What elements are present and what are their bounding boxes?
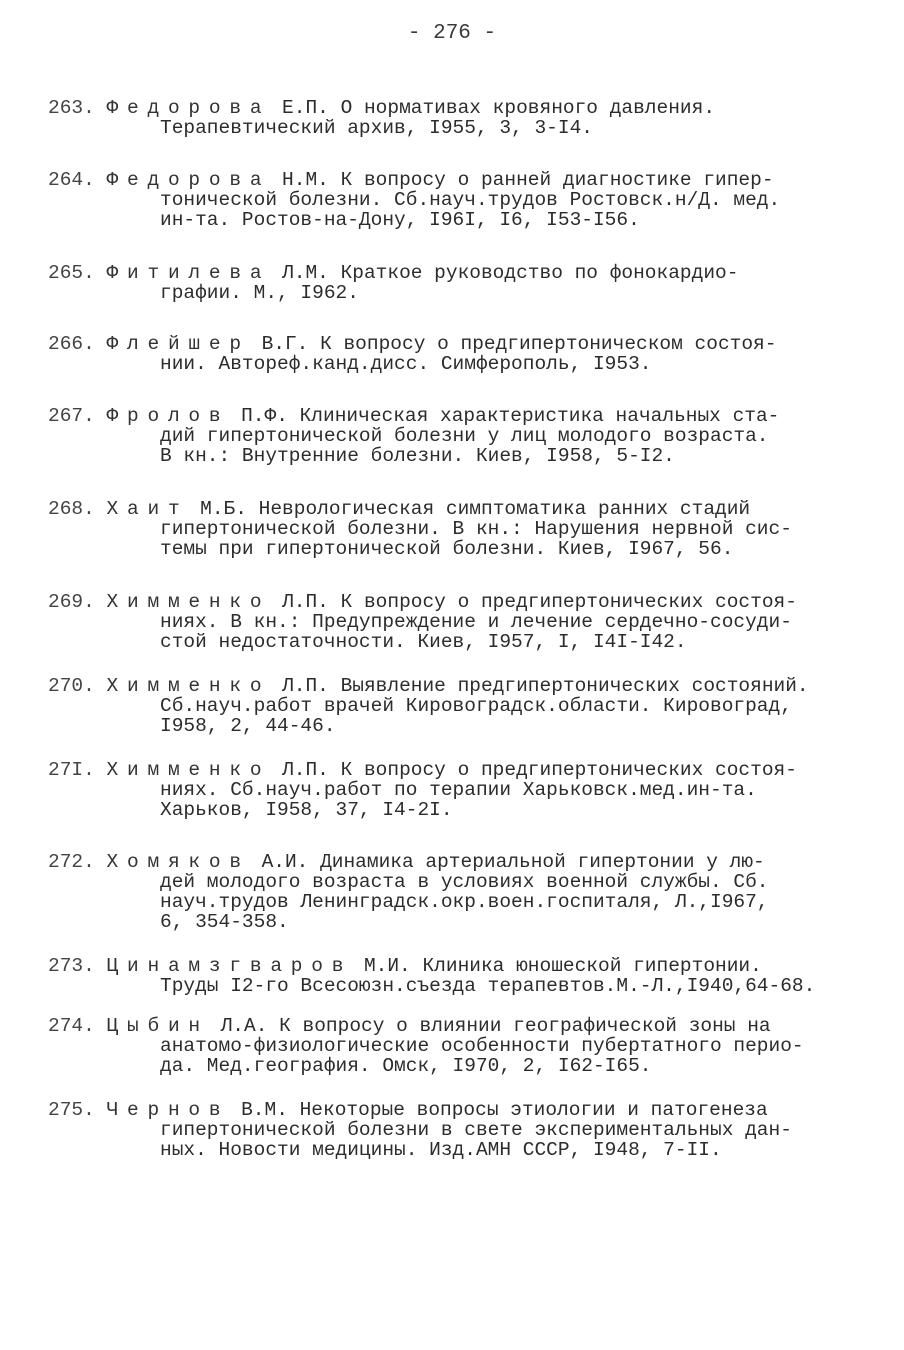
entry-text: Краткое руководство по фонокардио-	[340, 262, 739, 284]
entry-author: Химменко	[106, 591, 271, 613]
bibliography-entry	[48, 499, 868, 559]
entry-first-line	[48, 263, 868, 283]
entry-continuation-line: 6, 354-358.	[160, 911, 289, 933]
entry-first-line	[48, 1016, 868, 1036]
entry-text: К вопросу о предгипертоническом состоя-	[320, 333, 777, 355]
page-number: - 276 -	[407, 22, 497, 45]
entry-continuation-line: анатомо-физиологические особенности пубертатного перио-	[160, 1035, 804, 1057]
entry-author: Хомяков	[106, 851, 250, 873]
entry-author: Химменко	[106, 759, 271, 781]
bibliography-entry	[48, 98, 868, 138]
entry-first-line	[48, 592, 868, 612]
entry-continuation-line: В кн.: Внутренние болезни. Киев, I958, 5-I2.	[160, 445, 675, 467]
entry-initials: М.И.	[363, 955, 411, 977]
entry-first-line	[48, 1100, 868, 1120]
bibliography-entry	[48, 852, 868, 932]
entry-initials: В.М.	[241, 1099, 288, 1121]
entry-text: Выявление предгипертонических состояний.	[340, 675, 809, 697]
entry-continuation-line: I958, 2, 44-46.	[160, 715, 336, 737]
entry-initials: Л.М.	[282, 262, 329, 284]
entry-text: Неврологическая симптоматика ранних стадий	[258, 498, 751, 520]
entry-number: 273.	[48, 955, 95, 977]
entry-initials: Н.М.	[282, 169, 329, 191]
bibliography-entry	[48, 1016, 868, 1076]
entry-number: 263.	[48, 97, 95, 119]
entry-continuation-line: тонической болезни. Сб.науч.трудов Ростовск.н/Д. мед.	[160, 189, 781, 211]
entry-number: 274.	[48, 1015, 95, 1037]
entry-initials: Л.П.	[282, 759, 329, 781]
entry-continuation-line: ных. Новости медицины. Изд.АМН СССР, I948, 7-II.	[160, 1139, 722, 1161]
entry-initials: Л.А.	[220, 1015, 268, 1037]
entry-first-line	[48, 98, 868, 118]
entry-author: Цыбин	[106, 1015, 209, 1037]
entry-continuation-line: нии. Автореф.канд.дисс. Симферополь, I953.	[160, 353, 652, 375]
bibliography-entry	[48, 760, 868, 820]
entry-first-line	[48, 499, 868, 519]
entry-initials: Л.П.	[282, 675, 329, 697]
entry-initials: Е.П.	[282, 97, 329, 119]
entry-author: Федорова	[106, 97, 271, 119]
entry-number: 266.	[48, 333, 95, 355]
bibliography-entry	[48, 1100, 868, 1160]
entry-continuation-line: стой недостаточности. Киев, I957, I, I4I-I42.	[160, 631, 687, 653]
entry-continuation-line: дей молодого возраста в условиях военной службы. Сб.	[160, 871, 769, 893]
bibliography-entry	[48, 334, 868, 374]
entry-continuation-line: ниях. В кн.: Предупреждение и лечение сердечно-сосуди-	[160, 611, 792, 633]
entry-continuation-line: Труды I2-го Всесоюзн.съезда терапевтов.М.-Л.,I940,64-68.	[160, 975, 816, 997]
entry-number: 265.	[48, 262, 95, 284]
entry-number: 272.	[48, 851, 95, 873]
entry-first-line	[48, 956, 868, 976]
bibliography-entry	[48, 406, 868, 466]
entry-number: 267.	[48, 405, 95, 427]
entry-continuation-line: гипертонической болезни в свете экспериментальных дан-	[160, 1119, 792, 1141]
entry-initials: П.Ф.	[241, 405, 288, 427]
entry-initials: Л.П.	[282, 591, 329, 613]
entry-continuation-line: графии. М., I962.	[160, 282, 359, 304]
entry-author: Флейшер	[106, 333, 250, 355]
bibliography-entry	[48, 676, 868, 736]
entry-author: Федорова	[106, 169, 271, 191]
entry-continuation-line: ин-та. Ростов-на-Дону, I96I, I6, I53-I56.	[160, 209, 640, 231]
entry-number: 269.	[48, 591, 95, 613]
entry-number: 275.	[48, 1099, 95, 1121]
entry-text: К вопросу о предгипертонических состоя-	[340, 591, 797, 613]
entry-author: Цинамзгваров	[106, 955, 353, 977]
entry-continuation-line: науч.трудов Ленинградск.окр.воен.госпиталя, Л.,I967,	[160, 891, 769, 913]
entry-author: Чернов	[106, 1099, 230, 1121]
entry-number: 264.	[48, 169, 95, 191]
entry-first-line	[48, 676, 868, 696]
entry-text: Клиника юношеской гипертонии.	[422, 955, 762, 977]
entry-continuation-line: Терапевтический архив, I955, 3, 3-I4.	[160, 117, 593, 139]
entry-text: Клиническая характеристика начальных ста-	[299, 405, 780, 427]
entry-text: Некоторые вопросы этиологии и патогенеза	[299, 1099, 768, 1121]
entry-author: Фитилева	[106, 262, 271, 284]
entry-number: 27I.	[48, 759, 95, 781]
bibliography-entry	[48, 263, 868, 303]
entry-number: 270.	[48, 675, 95, 697]
entry-continuation-line: Сб.науч.работ врачей Кировоградск.области. Кировоград,	[160, 695, 792, 717]
bibliography-entry	[48, 592, 868, 652]
entry-initials: А.И.	[261, 851, 309, 873]
entry-author: Хаит	[106, 498, 189, 520]
entry-text: Динамика артериальной гипертонии у лю-	[320, 851, 765, 873]
entry-initials: В.Г.	[261, 333, 309, 355]
entry-initials: М.Б.	[200, 498, 247, 520]
entry-first-line	[48, 334, 868, 354]
entry-first-line	[48, 406, 868, 426]
entry-continuation-line: Харьков, I958, 37, I4-2I.	[160, 799, 453, 821]
entry-first-line	[48, 170, 868, 190]
entry-continuation-line: дий гипертонической болезни у лиц молодого возраста.	[160, 425, 769, 447]
entry-text: К вопросу о влиянии географической зоны на	[279, 1015, 771, 1037]
bibliography-entry	[48, 170, 868, 230]
entry-continuation-line: ниях. Сб.науч.работ по терапии Харьковск.мед.ин-та.	[160, 779, 757, 801]
entry-text: О нормативах кровяного давления.	[340, 97, 716, 119]
entry-continuation-line: гипертонической болезни. В кн.: Нарушения нервной сис-	[160, 518, 792, 540]
entry-first-line	[48, 760, 868, 780]
entry-number: 268.	[48, 498, 95, 520]
entry-text: К вопросу о предгипертонических состоя-	[340, 759, 797, 781]
entry-author: Химменко	[106, 675, 271, 697]
entry-first-line	[48, 852, 868, 872]
entry-continuation-line: да. Мед.география. Омск, I970, 2, I62-I65.	[160, 1055, 652, 1077]
entry-author: Фролов	[106, 405, 230, 427]
bibliography-entry	[48, 956, 868, 996]
entry-text: К вопросу о ранней диагностике гипер-	[340, 169, 774, 191]
entry-continuation-line: темы при гипертонической болезни. Киев, I967, 56.	[160, 538, 734, 560]
